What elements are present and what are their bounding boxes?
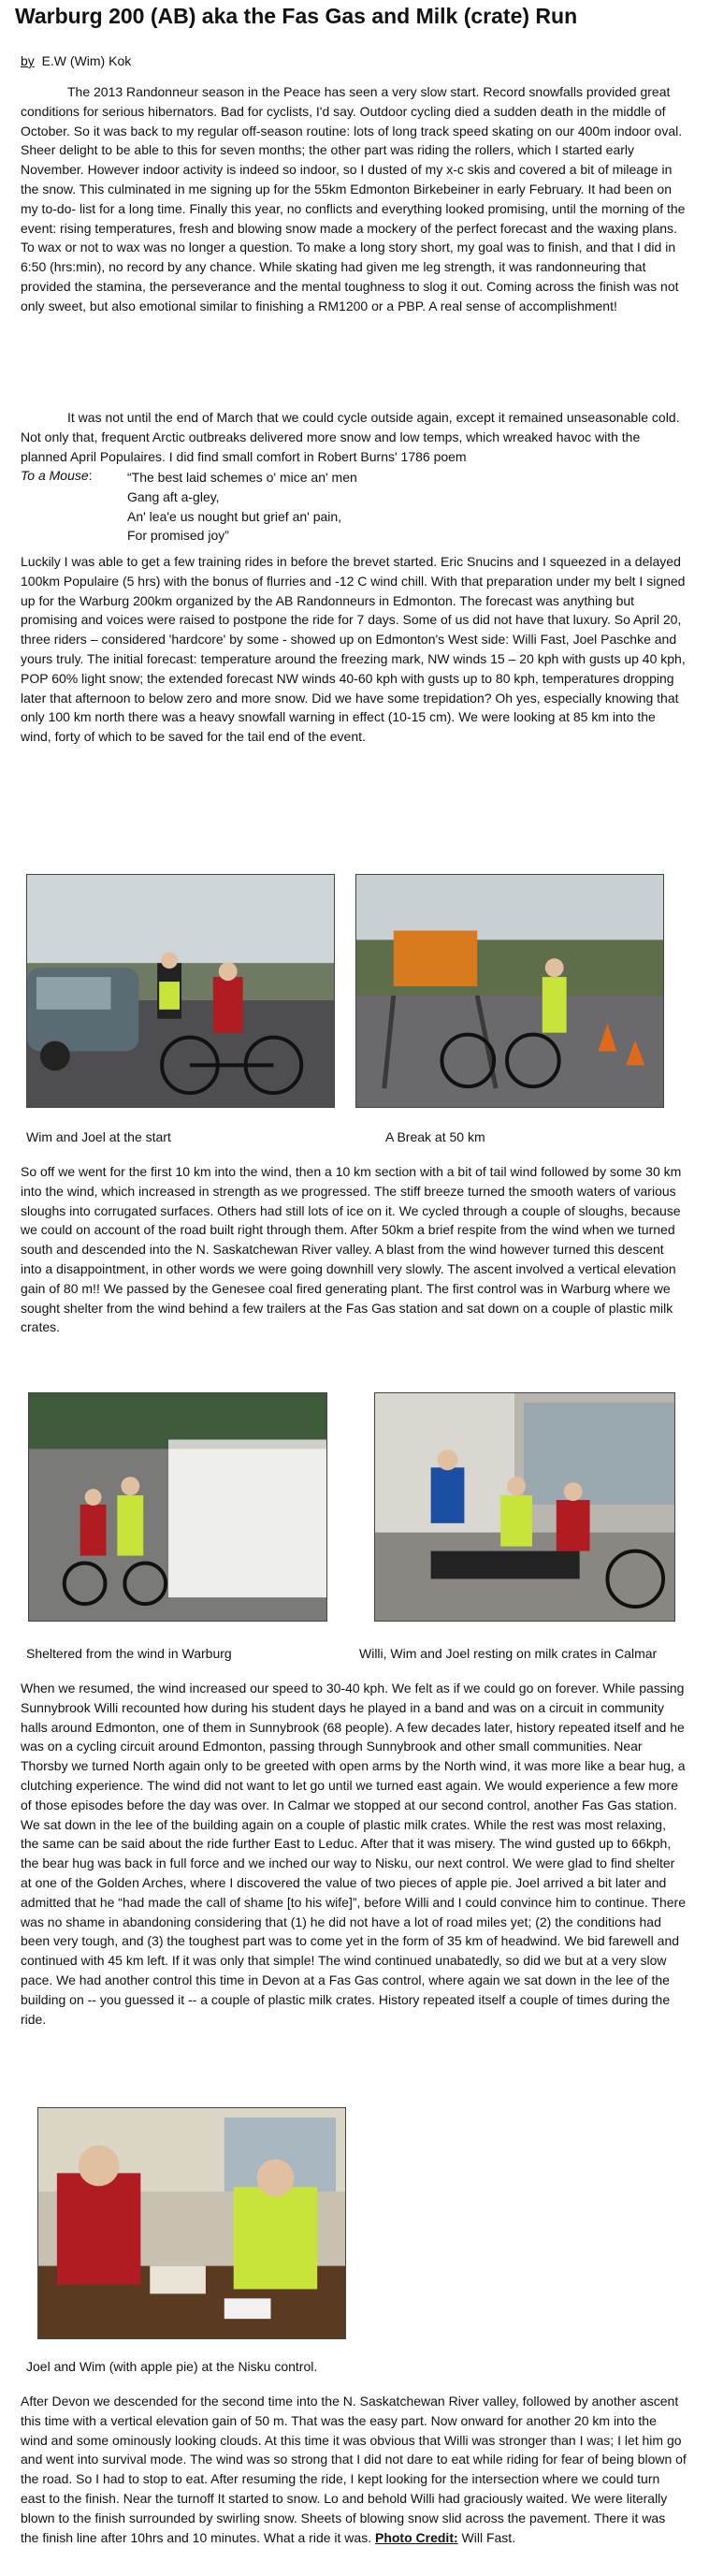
photo-credit-name: Will Fast. [461, 2529, 516, 2545]
poem-title: To a Mouse [21, 468, 89, 484]
byline-prefix: by [21, 53, 35, 68]
break-photo [355, 874, 664, 1108]
caption-warburg: Sheltered from the wind in Warburg [26, 1646, 232, 1661]
paragraph-resume: When we resumed, the wind increased our speed to 30-40 kph. We felt as if we could go on forever. While passing Sunnybrook Willi recounted how during his student days he played in a band and was on a circuit in community halls around Edmonton, one of them in Sunnybrook (68 people). A few decades later, history repeated itself and he was on a cycling circuit around Edmonton, passing through Sunnybrook and other small communities. Near Thorsby we turned North again only to be greeted with open arms by the North wind, it was more like a bear hug, a clutching experience. The wind did not want to let go until we turned east again. We would experience a few more of those episodes before the day was over. In Calmar we stopped at our second control, another Fas Gas station. We sat down in the lee of the building again on a couple of plastic milk crates. While the rest was most relaxing, the same can be said about the ride further East to Leduc. After that it was misery. The wind gusted up to 66kph, the bear hug was back in full force and we inched our way to Nisku, our next control. We were glad to find shelter at one of the Golden Arches, where I discovered the value of two pieces of apple pie. Joel arrived a bit later and admitted that he “had made the call of shame [to his wife]”, before Willi and I could convince him to continue. There was no shame in abandoning considering that (1) he did not have a lot of road miles yet; (2) the conditions had been very tough, and (3) the toughest part was to come yet in the form of 35 km of headwind. We bid farewell and continued with 45 km left. If it was only that simple! The wind continued unabatedly, so did we but at a very slow pace. We had another control this time in Devon at a Fas Gas control, where again we sat down in the lee of the building on -- you guessed it -- a couple of plastic milk crates. History repeated itself a couple of times during the ride. [21, 1681, 687, 2027]
caption-nisku: Joel and Wim (with apple pie) at the Nisku control. [26, 2359, 318, 2374]
paragraph-finish [21, 2392, 687, 2547]
byline [21, 52, 131, 69]
paragraph-march: It was not until the end of March that we could cycle outside again, except it remained unseasonable cold. Not only that, frequent Arctic outbreaks delivered more snow and low temps, which wreaked havoc with the planned April Populaires. I did find small comfort in Robert Burns' 1786 poem To a Mouse: [21, 410, 680, 484]
caption-start: Wim and Joel at the start [26, 1129, 171, 1144]
paragraph-ride-out: So off we went for the first 10 km into the wind, then a 10 km section with a bit of tail wind followed by some 30 km into the wind, which increased in strength as we progressed. The stiff breeze turned the smooth waters of various sloughs into corrugated surfaces. Others had still lots of ice on it. We cycled through a couple of sloughs, because we could on account of the road built right through them. After 50km a brief respite from the wind when we turned south and descended into the N. Saskatchewan River valley. A blast from the wind however turned this descent into a disappointment, in other words we were going downhill very slowly. The ascent involved a vertical elevation gain of 80 m!! We passed by the Genesee coal fired generating plant. The first control was in Warburg where we sought shelter from the wind behind a few trailers at the Fas Gas station and sat down on a couple of plastic milk crates. [21, 1164, 682, 1335]
paragraph-intro: The 2013 Randonneur season in the Peace has seen a very slow start. Record snowfalls provided great conditions for serious hibernators. Bad for cyclists, I'd say. Outdoor cycling died a sudden death in the middle of October. So it was back to my regular off-season routine: lots of long track speed skating on our 400m indoor oval. Sheer delight to be able to this for seven months; the other part was riding the rollers, which I started early November. However indoor activity is indeed so indoor, so I dusted of my x-c skis and covered a bit of mileage in the snow. This culminated in me signing up for the 55km Edmonton Birkebeiner in early February. It had been on my to-do- list for a long time. Finally this year, no conflicts and everything looked promising, until the morning of the event: rising temperatures, fresh and blowing snow made a mockery of the perfect forecast and the waxing plans. To wax or not to wax was no longer a question. To make a long story short, my goal was to finish, and that I did in 6:50 (hrs:min), no record by any chance. While skating had given me leg strength, it was randonneuring that provided the stamina, the perseverance and the mental toughness to slog it out. Coming across the finish was not only sweet, but also emotional similar to finishing a RM1200 or a PBP. A real sense of accomplishment! [21, 84, 686, 313]
nisku-photo [37, 2107, 346, 2339]
poem-line: Gang aft a-gley, [127, 488, 220, 504]
calmar-photo [374, 1392, 675, 1622]
poem-line: For promised joy” [127, 528, 229, 544]
poem [127, 468, 651, 546]
poem-line: “The best laid schemes o' mice an' men [127, 470, 357, 485]
warburg-photo [28, 1392, 327, 1622]
caption-break: A Break at 50 km [385, 1129, 485, 1144]
byline-author: E.W (Wim) Kok [41, 53, 132, 68]
start-photo [26, 874, 335, 1108]
document-title: Warburg 200 (AB) aka the Fas Gas and Milk (crate) Run [15, 4, 578, 28]
caption-calmar: Willi, Wim and Joel resting on milk crates in Calmar [359, 1646, 658, 1661]
poem-line: An' lea'e us nought but grief an' pain, [127, 508, 342, 524]
paragraph-march-text: It was not until the end of March that we could cycle outside again, except it remained unseasonable cold. Not only that, frequent Arctic outbreaks delivered more snow and low temps, which wreaked havoc with the planned April Populaires. I did find small comfort in Robert Burns' 1786 poem [21, 410, 680, 464]
paragraph-finish-text: After Devon we descended for the second time into the N. Saskatchewan River valley, followed by another ascent this time with a vertical elevation gain of 50 m. That was the easy part. Now onward for another 20 km into the wind and some ominously looking clouds. At this time it was obvious that Willi was stronger than I was; I let him go and went into survival mode. The wind was so strong that I did not dare to eat while riding for fear of being blown of the road. So I had to stop to eat. After resuming the ride, I kept looking for the intersection where we could turn east to the finish. Near the turnoff It started to snow. Lo and behold Willi had graciously waited. We were literally blown to the finish surrounded by swirling snow. Sheets of blowing snow slid across the pavement. There it was the finish line after 10hrs and 10 minutes. What a ride it was. [21, 2394, 687, 2545]
paragraph-training: Luckily I was able to get a few training rides in before the brevet started. Eric Snucins and I squeezed in a delayed 100km Populaire (5 hrs) with the bonus of flurries and -12 C wind chill. With that preparation under my belt I signed up for the Warburg 200km organized by the AB Randonneurs in Edmonton. The forecast was anything but promising and voices were raised to postpone the ride for 7 days. Some of us did not have that luxury. So April 20, three riders – considered 'hardcore' by some - showed up on Edmonton's West side: Willi Fast, Joel Paschke and yours truly. The initial forecast: temperature around the freezing mark, NW winds 15 – 20 kph with gusts up 40 kph, POP 60% light snow; the extended forecast NW winds 40-60 kph with gusts up to 80 kph, temperatures dropping later that afternoon to below zero and more snow. Did we have some trepidation? Oh yes, especially knowing that only 100 km north there was a heavy snowfall warning in effect (10-15 cm). We were looking at 85 km into the wind, forty of which to be saved for the tail end of the event. [21, 554, 686, 745]
photo-credit-label: Photo Credit: [374, 2529, 458, 2545]
